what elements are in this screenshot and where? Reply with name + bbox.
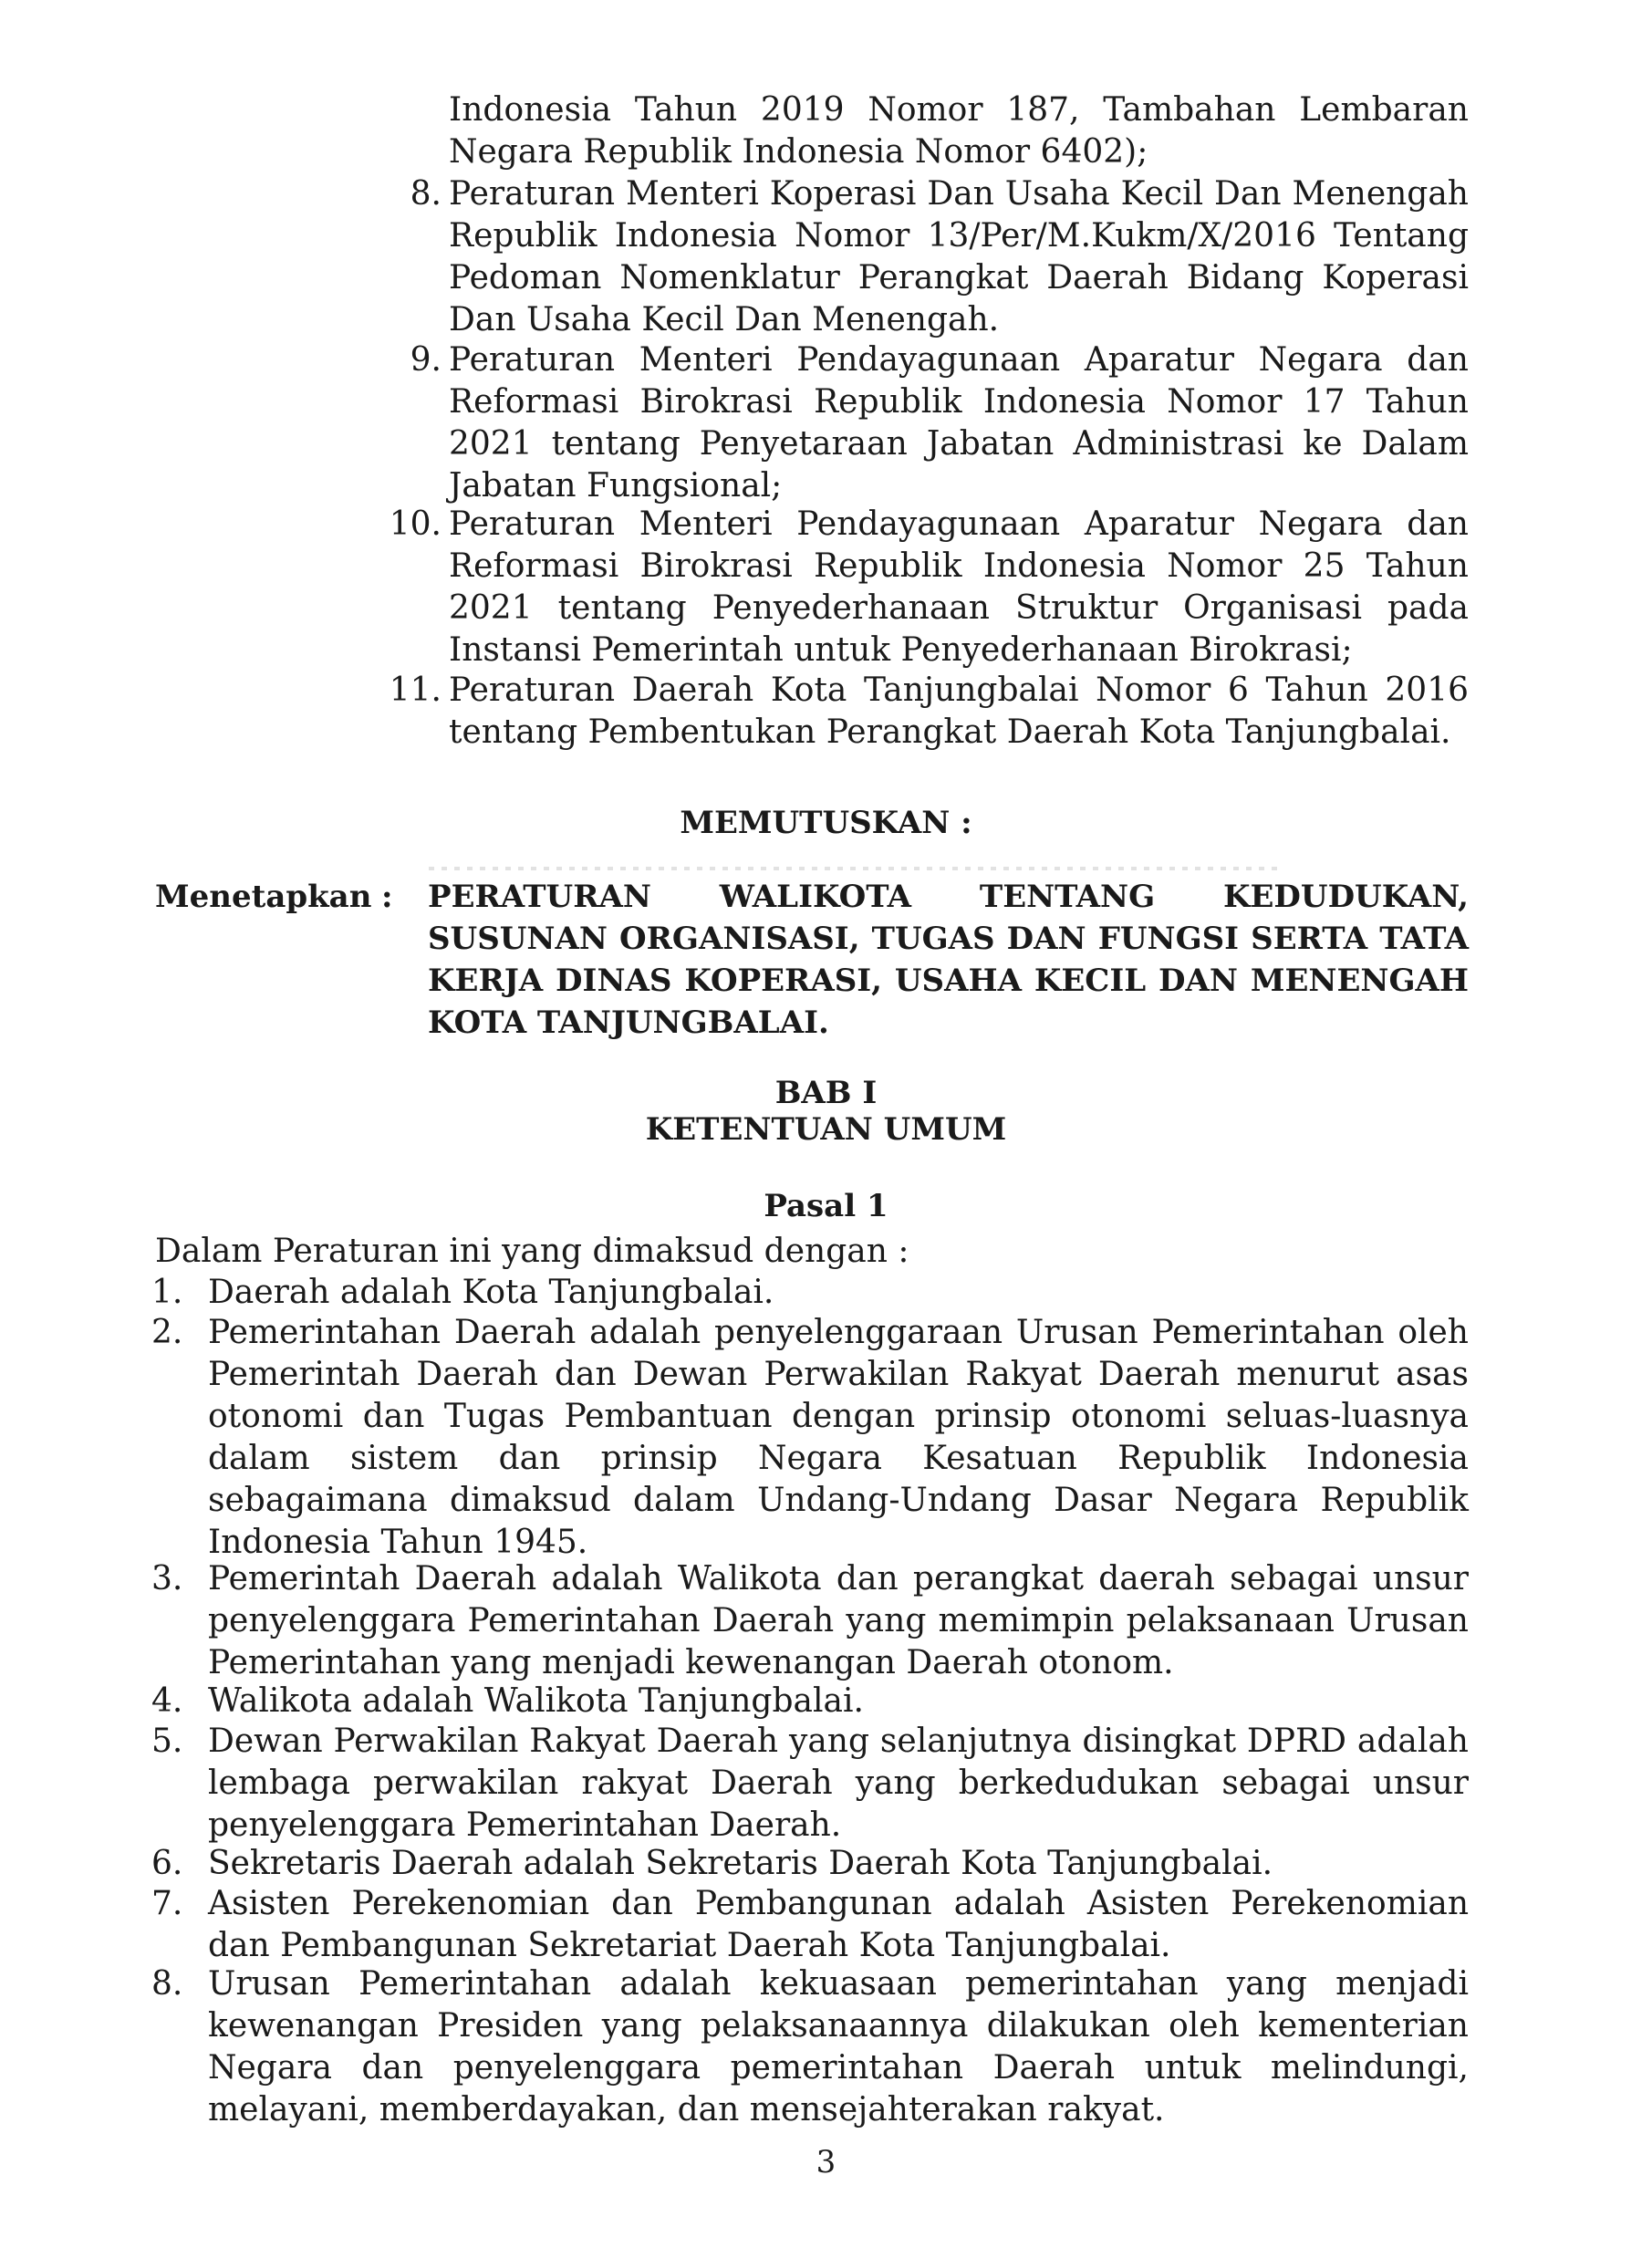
definition-item bbox=[151, 1681, 1469, 1722]
list-item-text: Peraturan Menteri Koperasi Dan Usaha Kecil Dan Menengah Republik Indonesia Nomor 13/Per/M.Kukm/X/2016 Tentang Pedoman Nomenklatur Perangkat Daerah Bidang Koperasi Dan Usaha Kecil Dan Menengah. bbox=[449, 175, 1469, 338]
definition-text: Pemerintah Daerah adalah Walikota dan perangkat daerah sebagai unsur penyelenggara Pemerintahan Daerah yang memimpin pelaksanaan Urusan Pemerintahan yang menjadi kewenangan Daerah otonom. bbox=[208, 1560, 1469, 1681]
bab-title: KETENTUAN UMUM bbox=[645, 1111, 1007, 1148]
definition-number: 4. bbox=[151, 1682, 183, 1720]
definition-number: 8. bbox=[151, 1965, 183, 2003]
menetapkan-label: Menetapkan bbox=[155, 879, 372, 915]
memutuskan-heading: MEMUTUSKAN : bbox=[680, 805, 972, 841]
list-item bbox=[388, 173, 1469, 341]
list-item-number: 11. bbox=[389, 671, 442, 709]
list-item-number: 9. bbox=[410, 341, 442, 379]
menetapkan-colon: : bbox=[381, 879, 393, 915]
list-item bbox=[388, 670, 1469, 754]
list-item-text: Peraturan Menteri Pendayagunaan Aparatur Negara dan Reformasi Birokrasi Republik Indonesia Nomor 17 Tahun 2021 tentang Penyetaraan Jabatan Administrasi ke Dalam Jabatan Fungsional; bbox=[449, 341, 1469, 505]
definition-number: 1. bbox=[151, 1274, 183, 1311]
page-number: 3 bbox=[816, 2144, 836, 2180]
list-item-text: Peraturan Daerah Kota Tanjungbalai Nomor 6 Tahun 2016 tentang Pembentukan Perangkat Daerah Kota Tanjungbalai. bbox=[449, 671, 1469, 751]
definition-text: Walikota adalah Walikota Tanjungbalai. bbox=[208, 1682, 864, 1720]
definitions-intro: Dalam Peraturan ini yang dimaksud dengan : bbox=[155, 1233, 909, 1270]
pasal-heading: Pasal 1 bbox=[764, 1188, 888, 1224]
definition-text: Dewan Perwakilan Rakyat Daerah yang selanjutnya disingkat DPRD adalah lembaga perwakilan rakyat Daerah yang berkedudukan sebagai unsur penyelenggara Pemerintahan Daerah. bbox=[208, 1722, 1469, 1844]
definition-number: 2. bbox=[151, 1314, 183, 1351]
definition-number: 5. bbox=[151, 1722, 183, 1760]
definition-number: 3. bbox=[151, 1560, 183, 1598]
list-item-7-continuation: Indonesia Tahun 2019 Nomor 187, Tambahan Lembaran Negara Republik Indonesia Nomor 6402); bbox=[449, 91, 1469, 171]
definition-item bbox=[151, 1558, 1469, 1684]
scan-artifact bbox=[429, 867, 1277, 870]
definition-number: 6. bbox=[151, 1845, 183, 1882]
definition-text: Daerah adalah Kota Tanjungbalai. bbox=[208, 1274, 774, 1311]
list-item-number: 10. bbox=[389, 505, 442, 543]
definition-text: Pemerintahan Daerah adalah penyelenggaraan Urusan Pemerintahan oleh Pemerintah Daerah dan Dewan Perwakilan Rakyat Daerah menurut asas otonomi dan Tugas Pembantuan dengan prinsip otonomi seluas-luasnya dalam sistem dan prinsip Negara Kesatuan Republik Indonesia sebagaimana dimaksud dalam Undang-Undang Dasar Negara Republik Indonesia Tahun 1945. bbox=[208, 1314, 1469, 1561]
list-item bbox=[388, 339, 1469, 507]
definition-item bbox=[151, 1312, 1469, 1564]
definition-item bbox=[151, 1843, 1469, 1885]
definition-item bbox=[151, 1721, 1469, 1847]
menetapkan-text: PERATURAN WALIKOTA TENTANG KEDUDUKAN, SUSUNAN ORGANISASI, TUGAS DAN FUNGSI SERTA TATA KERJA DINAS KOPERASI, USAHA KECIL DAN MENENGAH KOTA TANJUNGBALAI. bbox=[428, 879, 1469, 1041]
definition-item bbox=[151, 1883, 1469, 1967]
list-item bbox=[388, 504, 1469, 671]
definition-text: Sekretaris Daerah adalah Sekretaris Daerah Kota Tanjungbalai. bbox=[208, 1845, 1273, 1882]
list-item-number: 8. bbox=[410, 175, 442, 213]
definition-text: Urusan Pemerintahan adalah kekuasaan pemerintahan yang menjadi kewenangan Presiden yang pelaksanaannya dilakukan oleh kementerian Negara dan penyelenggara pemerintahan Daerah untuk melindungi, melayani, memberdayakan, dan mensejahterakan rakyat. bbox=[208, 1965, 1469, 2128]
definition-number: 7. bbox=[151, 1885, 183, 1922]
list-item-text: Peraturan Menteri Pendayagunaan Aparatur Negara dan Reformasi Birokrasi Republik Indonesia Nomor 25 Tahun 2021 tentang Penyederhanaan Struktur Organisasi pada Instansi Pemerintah untuk Penyederhanaan Birokrasi; bbox=[449, 505, 1469, 669]
definition-item bbox=[151, 1963, 1469, 2131]
definition-item bbox=[151, 1272, 1469, 1314]
definition-text: Asisten Perekenomian dan Pembangunan adalah Asisten Perekenomian dan Pembangunan Sekretariat Daerah Kota Tanjungbalai. bbox=[208, 1885, 1469, 1964]
bab-number: BAB I bbox=[774, 1075, 878, 1111]
